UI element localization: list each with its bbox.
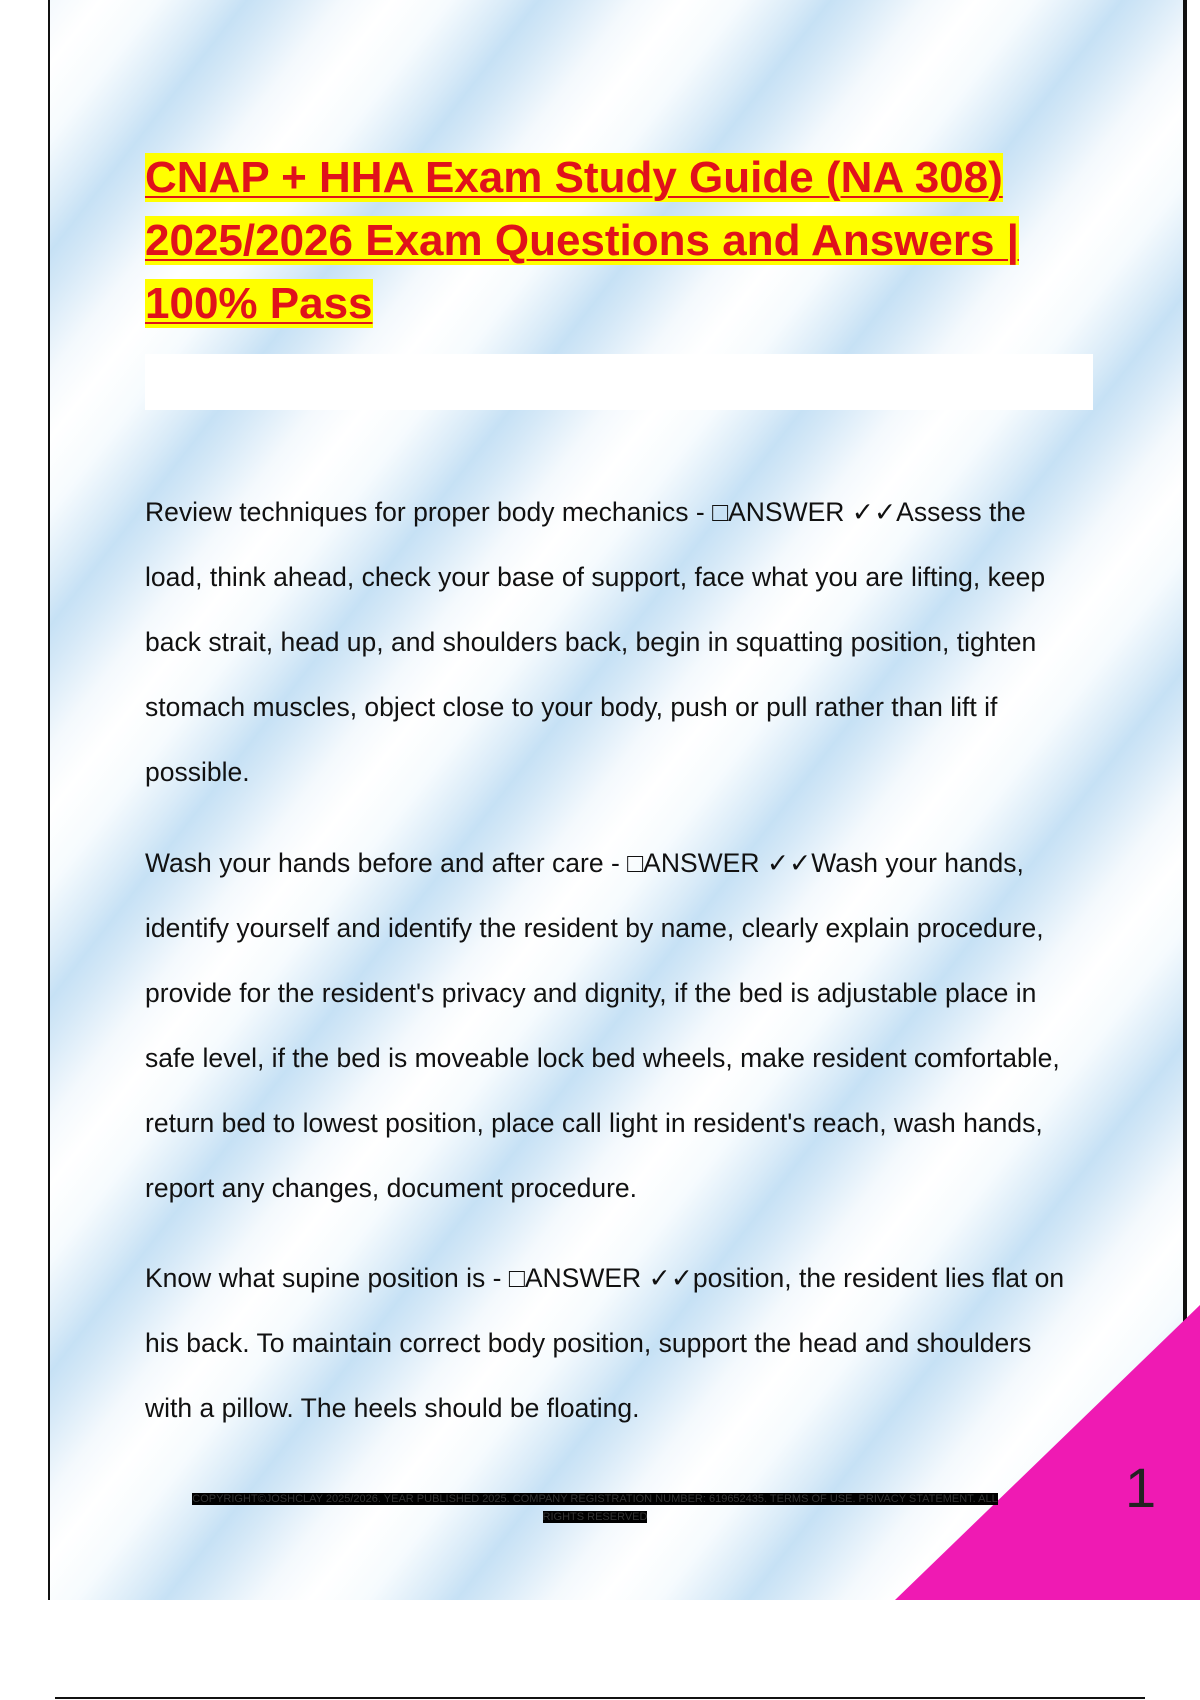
qa-entry-supine-position: Know what supine position is - □ANSWER ✓✓position, the resident lies flat on his back. To maintain correct body position, support the head and shoulders with a pillow. The heels should be floating. — [145, 1263, 1065, 1423]
qa-entry-wash-hands: Wash your hands before and after care - □ANSWER ✓✓Wash your hands, identify yourself and identify the resident by name, clearly explain procedure, provide for the resident's privacy and dignity, if the bed is adjustable place in safe level, if the bed is moveable lock bed wheels, make resident comfortable, return bed to lowest position, place call light in resident's reach, wash hands, report any changes, document procedure. — [145, 848, 1060, 1203]
page-number: 1 — [1125, 1456, 1157, 1519]
qa-entry-body-mechanics: Review techniques for proper body mechanics - □ANSWER ✓✓Assess the load, think ahead, check your base of support, face what you are lifting, keep back strait, head up, and shoulders back, begin in squatting position, tighten stomach muscles, object close to your body, push or pull rather than lift if possible. — [145, 497, 1046, 787]
footer-divider — [55, 1697, 1145, 1699]
copyright-notice — [175, 1490, 1015, 1526]
document-title-text: CNAP + HHA Exam Study Guide (NA 308) 2025/2026 Exam Questions and Answers | 100% Pass — [145, 153, 1019, 328]
copyright-text: COPYRIGHT©JOSHCLAY 2025/2026. YEAR PUBLISHED 2025. COMPANY REGISTRATION NUMBER: 619652435. TERMS OF USE. PRIVACY STATEMENT. ALL RIGHTS RESERVED — [192, 1493, 998, 1523]
blank-box — [145, 354, 1093, 410]
document-title — [145, 146, 1095, 335]
left-border-line — [48, 0, 50, 1600]
